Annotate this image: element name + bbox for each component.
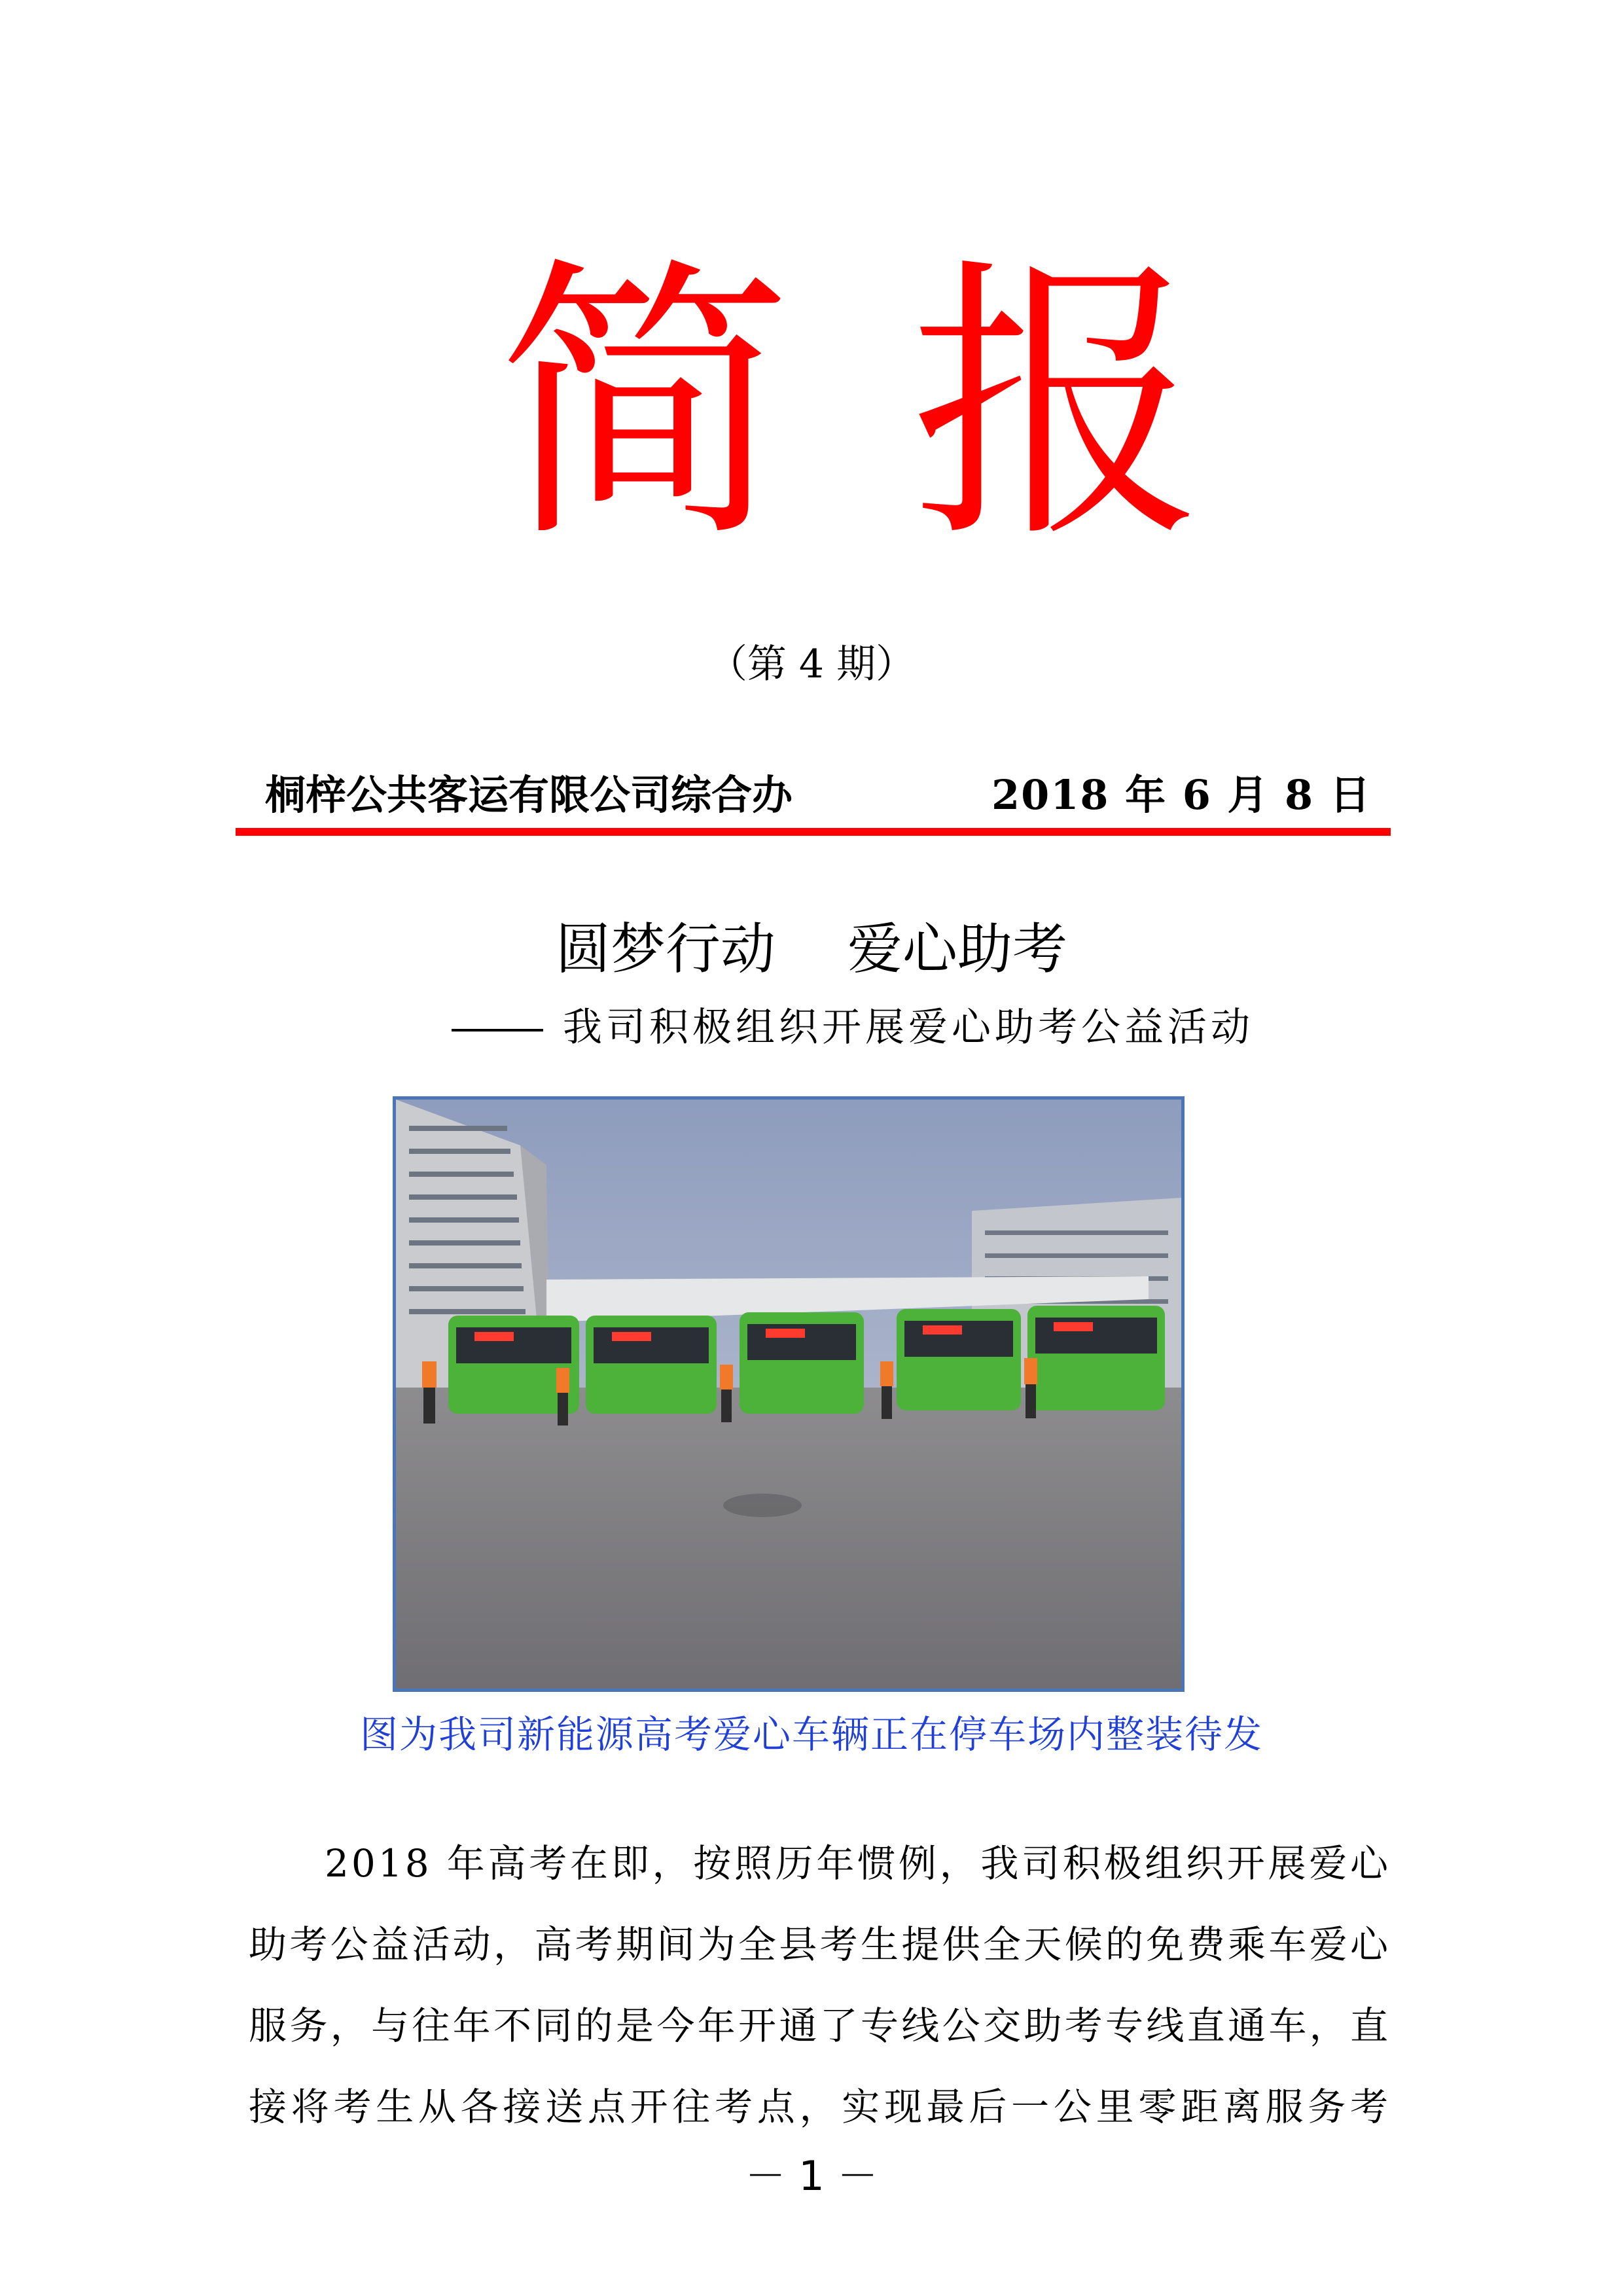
publisher-name: 桐梓公共客运有限公司综合办	[265, 771, 793, 819]
subheadline-text: 我司积极组织开展爱心助考公益活动	[563, 1005, 1254, 1050]
em-dash	[452, 1029, 543, 1031]
photo-caption: 图为我司新能源高考爱心车辆正在停车场内整装待发	[359, 1712, 1263, 1757]
issue-number: （第 4 期）	[707, 641, 916, 687]
headline-part-2: 爱心助考	[847, 917, 1068, 981]
body-line: 服务，与往年不同的是今年开通了专线公交助考专线直通车，直	[249, 2003, 1391, 2048]
headline	[0, 913, 1623, 985]
page-number: － 1 －	[745, 2152, 878, 2200]
body-line: 助考公益活动，高考期间为全县考生提供全天候的免费乘车爱心	[249, 1922, 1391, 1967]
body-line: 2018 年高考在即，按照历年惯例，我司积极组织开展爱心	[325, 1841, 1391, 1886]
publisher-bar	[236, 762, 1387, 828]
subheadline	[452, 998, 1302, 1057]
headline-part-1: 圆梦行动	[555, 917, 776, 981]
photo	[393, 1096, 1185, 1692]
masthead-char-1: 简	[497, 234, 792, 577]
bus-depot-photo	[396, 1100, 1181, 1689]
masthead	[0, 236, 1623, 576]
body-line: 接将考生从各接送点开往考点，实现最后一公里零距离服务考	[249, 2085, 1391, 2129]
body-paragraph	[249, 1823, 1391, 2147]
masthead-char-2: 报	[910, 234, 1204, 577]
publish-date: 2018 年 6 月 8 日	[991, 771, 1372, 819]
red-rule	[236, 828, 1391, 836]
